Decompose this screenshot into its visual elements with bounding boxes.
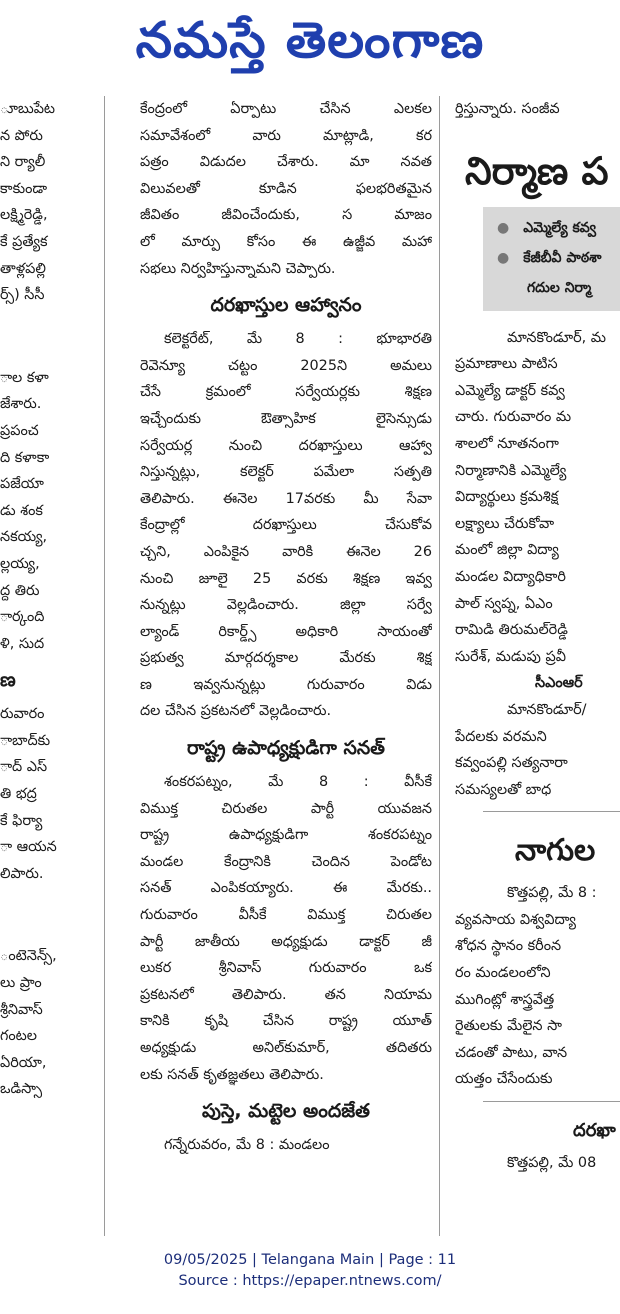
right-article-body-4 — [455, 1150, 620, 1177]
left-article-fragment-1 — [0, 96, 88, 309]
right-headline-construction: నిర్మాణ ప — [465, 148, 609, 193]
text-line: గన్నేరువరం, మే 8 : మండలం — [164, 1137, 330, 1154]
text-line: శంకరపట్నం, మే 8 : వీసీకే — [164, 774, 432, 791]
text-line: మానకొండూర్/ — [507, 701, 587, 718]
text-line: తి భద్ర — [0, 786, 37, 803]
text-line: పజేయా — [0, 476, 44, 493]
text-line: కొత్తపల్లి, మే 8 : — [507, 885, 597, 902]
text-line: శోధన స్థానం కరీంన — [455, 938, 562, 955]
highlight-bullet-2-cont: గదుల నిర్మా — [527, 279, 592, 296]
text-line: లక్ష్యాలు చేరుకోవా — [455, 515, 555, 532]
right-subhead: సీఎంఆర్ — [535, 675, 583, 692]
column-divider-right — [439, 96, 440, 1236]
text-line: నుంచి జూలై 25 వరకు శిక్షణ ఇవ్వ — [140, 570, 432, 587]
footer-date-page: 09/05/2025 | Telangana Main | Page : 11 — [163, 1252, 457, 1268]
text-line: ముగింట్లో శాస్త్రవేత్త — [455, 991, 555, 1008]
text-line: ళి, సుద — [0, 635, 45, 652]
text-line: తెలిపారు. ఈనెల 17వరకు మీ సేవా — [140, 490, 432, 507]
text-line: నున్నట్లు వెల్లడించారు. జిల్లా సర్వే — [140, 597, 432, 614]
text-line: ాల కళా — [0, 369, 49, 386]
masthead — [0, 0, 620, 88]
left-headline-fragment: ణ — [0, 669, 16, 692]
right-top-line: ర్తిస్తున్నారు. సంజీవ — [455, 101, 560, 117]
text-line: ప్రపంచ — [0, 422, 39, 439]
text-line: డు శంక — [0, 502, 43, 519]
text-line: ా ఆయన — [0, 839, 57, 856]
text-line: దల చేసిన ప్రకటనలో వెల్లడించారు. — [140, 703, 332, 720]
right-article-body-3 — [455, 880, 620, 1093]
text-line: మంలో జిల్లా విద్యా — [455, 542, 559, 559]
text-line: ప్రభుత్వ మార్గదర్శకాల మేరకు శిక్ష — [140, 650, 432, 667]
text-line: కేంద్రంలో ఏర్పాటు చేసిన ఎలకల — [140, 101, 432, 117]
bullet-dot-icon: ● — [497, 249, 510, 266]
text-line: సమస్యలతో బాధ — [455, 781, 552, 798]
article-headline-donation: పుస్తె, మట్టెల అందజేత — [202, 1100, 370, 1123]
text-line: లిపారు. — [0, 865, 44, 882]
text-line: రైతులకు మేలైన సా — [455, 1018, 562, 1035]
text-line: గంటల — [0, 1028, 37, 1045]
middle-column — [140, 96, 432, 1236]
right-headline-applications: దరఖా — [573, 1120, 616, 1142]
text-line: కే ప్రత్యేక — [0, 233, 48, 250]
text-line: ణ ఇవ్వనున్నట్లు గురువారం విడు — [140, 676, 432, 693]
right-article-body-2 — [455, 697, 620, 803]
text-line: విద్యార్థులు క్రమశిక్ష — [455, 489, 559, 506]
text-line: కొత్తపల్లి, మే 08 — [507, 1155, 597, 1172]
text-line: సర్వేయర్ల నుంచి దరఖాస్తులు ఆహ్వా — [140, 437, 432, 454]
text-line: వ్యవసాయ విశ్వవిద్యా — [455, 911, 576, 928]
right-highlight-box — [483, 207, 620, 311]
text-line: నిస్తున్నట్లు, కలెక్టర్ పమేలా సత్పతి — [140, 464, 432, 481]
text-line: విముక్త చిరుతల పార్టీ యువజన — [140, 800, 432, 817]
right-separator-1 — [483, 811, 620, 812]
text-line: రెవెన్యూ చట్టం 2025ని అమలు — [140, 357, 432, 374]
highlight-bullet-1: ● ఎమ్మెల్యే కవ్వ — [497, 219, 597, 236]
text-line: పాల్ స్వప్న, ఏఎం — [455, 595, 553, 612]
text-line: చ్చని, ఎంపికైన వారికి ఈనెల 26 — [140, 543, 432, 560]
text-line: ఒడిస్సా — [0, 1081, 43, 1098]
text-line: మండల కేంద్రానికి చెందిన పెండోట — [140, 853, 432, 870]
text-line: ఎమ్మెల్యే డాక్టర్ కవ్వ — [455, 382, 565, 399]
text-line: ది కళాకా — [0, 449, 50, 466]
text-line: కాకుండా — [0, 180, 48, 197]
text-line: జీవితం జీవించేందుకు, స మాజం — [140, 207, 432, 224]
text-line: నిర్మాణానికి ఎమ్మెల్యే — [455, 462, 567, 479]
text-line: ప్రకటనలో తెలిపారు. తన నియామ — [140, 986, 432, 1003]
text-line: ార్కంది — [0, 609, 45, 626]
footer-source: Source : https://epaper.ntnews.com/ — [178, 1273, 442, 1289]
text-line: మండల విద్యాధికారి — [455, 568, 566, 585]
text-line: లు ప్రాం — [0, 975, 42, 992]
text-line: రువారం — [0, 706, 45, 723]
right-separator-2 — [483, 1101, 620, 1102]
text-line: కలెక్టరేట్, మే 8 : భూభారతి — [164, 331, 432, 348]
middle-intro-text — [140, 96, 432, 282]
text-line: లుకర శ్రీనివాస్ గురువారం ఒక — [140, 960, 432, 977]
text-line: చడంతో పాటు, వాన — [455, 1044, 568, 1061]
text-line: సనత్ ఎంపికయ్యారు. ఈ మేరకు.. — [140, 880, 432, 897]
text-line: రాష్ట్ర ఉపాధ్యక్షుడిగా శంకరపట్నం — [140, 827, 432, 844]
text-line: కానికి కృషి చేసిన రాష్ట్ర యూత్ — [140, 1013, 432, 1030]
text-line: కవ్వంపల్లి సత్యనారా — [455, 755, 568, 772]
text-line: ప్రమాణాలు పాటిస — [455, 356, 558, 373]
highlight-bullet-2: ● కేజీబీవీ పాఠశా — [497, 249, 602, 266]
text-line: రం మండలంలోని — [455, 965, 551, 982]
text-line: తాళ్లపల్లి — [0, 260, 46, 277]
masthead-logo: నమస్తే తెలంగాణ — [135, 12, 485, 70]
text-line: జేశారు. — [0, 396, 42, 413]
text-line: లకు సనత్ కృతజ్ఞతలు తెలిపారు. — [140, 1066, 324, 1083]
article-body-applications — [140, 326, 432, 725]
text-line: నకయ్య, — [0, 529, 48, 546]
text-line: ాబాద్‌కు — [0, 732, 51, 749]
text-line: ర్స్) సీసీ — [0, 287, 45, 304]
text-line: సురేశ్, మడుపు ప్రవీ — [455, 648, 566, 665]
text-line: ంటెనెన్స్, — [0, 948, 57, 965]
text-line: పత్రం విడుదల చేశారు. మా నవత — [140, 154, 432, 171]
article-headline-vice-president: రాష్ట్ర ఉపాధ్యక్షుడిగా సనత్ — [187, 737, 385, 760]
text-line: ఏరియా, — [0, 1054, 47, 1071]
text-line: ఇచ్చేందుకు ఔత్సాహిక లైసెన్సుడు — [140, 410, 432, 427]
right-headline-nagula: నాగుల — [515, 833, 596, 869]
text-line: సమావేశంలో వారు మాట్లాడి, కర — [140, 127, 432, 144]
column-divider-left — [104, 96, 105, 1236]
article-body-vice-president — [140, 769, 432, 1088]
text-line: చారు. గురువారం మ — [455, 409, 572, 426]
bullet-dot-icon: ● — [497, 219, 510, 236]
text-line: న పోరు — [0, 127, 43, 144]
text-line: రామిడి తిరుమల్‌రెడ్డి — [455, 622, 568, 639]
text-line: ాద్ ఎస్ — [0, 759, 48, 776]
left-column — [0, 96, 88, 1236]
right-article-body-1 — [455, 325, 620, 671]
text-line: లక్ష్మిరెడ్డి, — [0, 207, 48, 224]
article-headline-applications: దరఖాస్తుల ఆహ్వానం — [210, 294, 362, 317]
text-line: విలువలతో కూడిన ఫలభరితమైన — [140, 180, 432, 197]
text-line: పేదలకు వరమని — [455, 728, 547, 745]
right-column — [455, 96, 620, 1236]
text-line: శాలలో నూతనంగా — [455, 435, 559, 452]
text-line: లో మార్పు కోసం ఈ ఉజ్జీవ మహా — [140, 233, 432, 250]
text-line: కేంద్రాల్లో దరఖాస్తులు చేసుకోవ — [140, 517, 432, 534]
left-article-fragment-4 — [0, 943, 88, 1103]
text-line: ల్లయ్య, — [0, 555, 40, 572]
text-line: శ్రీనివాస్ — [0, 1001, 43, 1018]
text-line: ూబుపేట — [0, 101, 56, 117]
text-line: మానకొండూర్, మ — [507, 329, 607, 346]
text-line: గురువారం వీసీకే విముక్త చిరుతల — [140, 907, 432, 924]
text-line: సభలు నిర్వహిస్తున్నామని చెప్పారు. — [140, 260, 336, 277]
text-line: చేసే క్రమంలో సర్వేయర్లకు శిక్షణ — [140, 384, 432, 401]
text-line: కే ఫిర్యా — [0, 812, 43, 829]
text-line: పార్టీ జాతీయ అధ్యక్షుడు డాక్టర్ జీ — [140, 933, 432, 950]
text-line: యత్తం చేసేందుకు — [455, 1071, 553, 1088]
text-line: ద్ద తిరు — [0, 582, 40, 599]
article-body-donation — [140, 1132, 432, 1159]
text-line: ల్యాండ్ రికార్డ్స్ అధికారి సాయంతో — [140, 623, 432, 640]
left-article-fragment-2 — [0, 365, 88, 658]
text-line: ని ర్యాలీ — [0, 154, 46, 171]
left-article-fragment-3 — [0, 701, 88, 887]
text-line: అధ్యక్షుడు అనిల్‌కుమార్, తదితరు — [140, 1040, 432, 1056]
